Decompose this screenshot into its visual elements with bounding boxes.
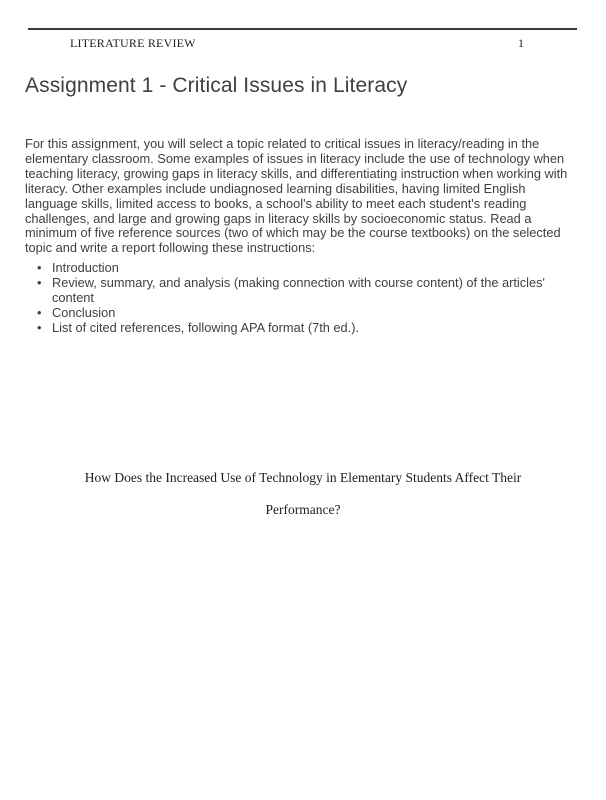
running-head: LITERATURE REVIEW xyxy=(70,36,196,50)
assignment-description: For this assignment, you will select a topic related to critical issues in literacy/reading in the elementary classroom. Some examples of issues in literacy include the use of technology when teaching literacy, growing gaps in literacy skills, and differentiating instruction when working with literacy. Other examples include undiagnosed learning disabilities, having limited English language skills, limited access to books, a school's ability to meet each student's reading challenges, and large and growing gaps in literacy skills by socioeconomic status. Read a minimum of five reference sources (two of which may be the course textbooks) on the selected topic and write a report following these instructions: xyxy=(25,136,568,256)
header-rule xyxy=(28,28,577,30)
research-question-line: How Does the Increased Use of Technology in Elementary Students Affect Their xyxy=(84,470,522,485)
instructions-list-item: • List of cited references, following APA format (7th ed.). xyxy=(25,321,581,336)
document-title: Assignment 1 - Critical Issues in Literacy xyxy=(25,74,408,97)
research-question xyxy=(0,470,606,518)
page-header xyxy=(0,36,606,52)
page-number: 1 xyxy=(518,36,524,50)
instructions-list-item: • Review, summary, and analysis (making connection with course content) of the articles' content xyxy=(25,276,581,306)
instructions-list-item: • Introduction xyxy=(25,261,581,276)
instructions-list xyxy=(25,261,581,336)
instructions-list-item: • Conclusion xyxy=(25,306,581,321)
research-question-line: Performance? xyxy=(265,502,341,517)
